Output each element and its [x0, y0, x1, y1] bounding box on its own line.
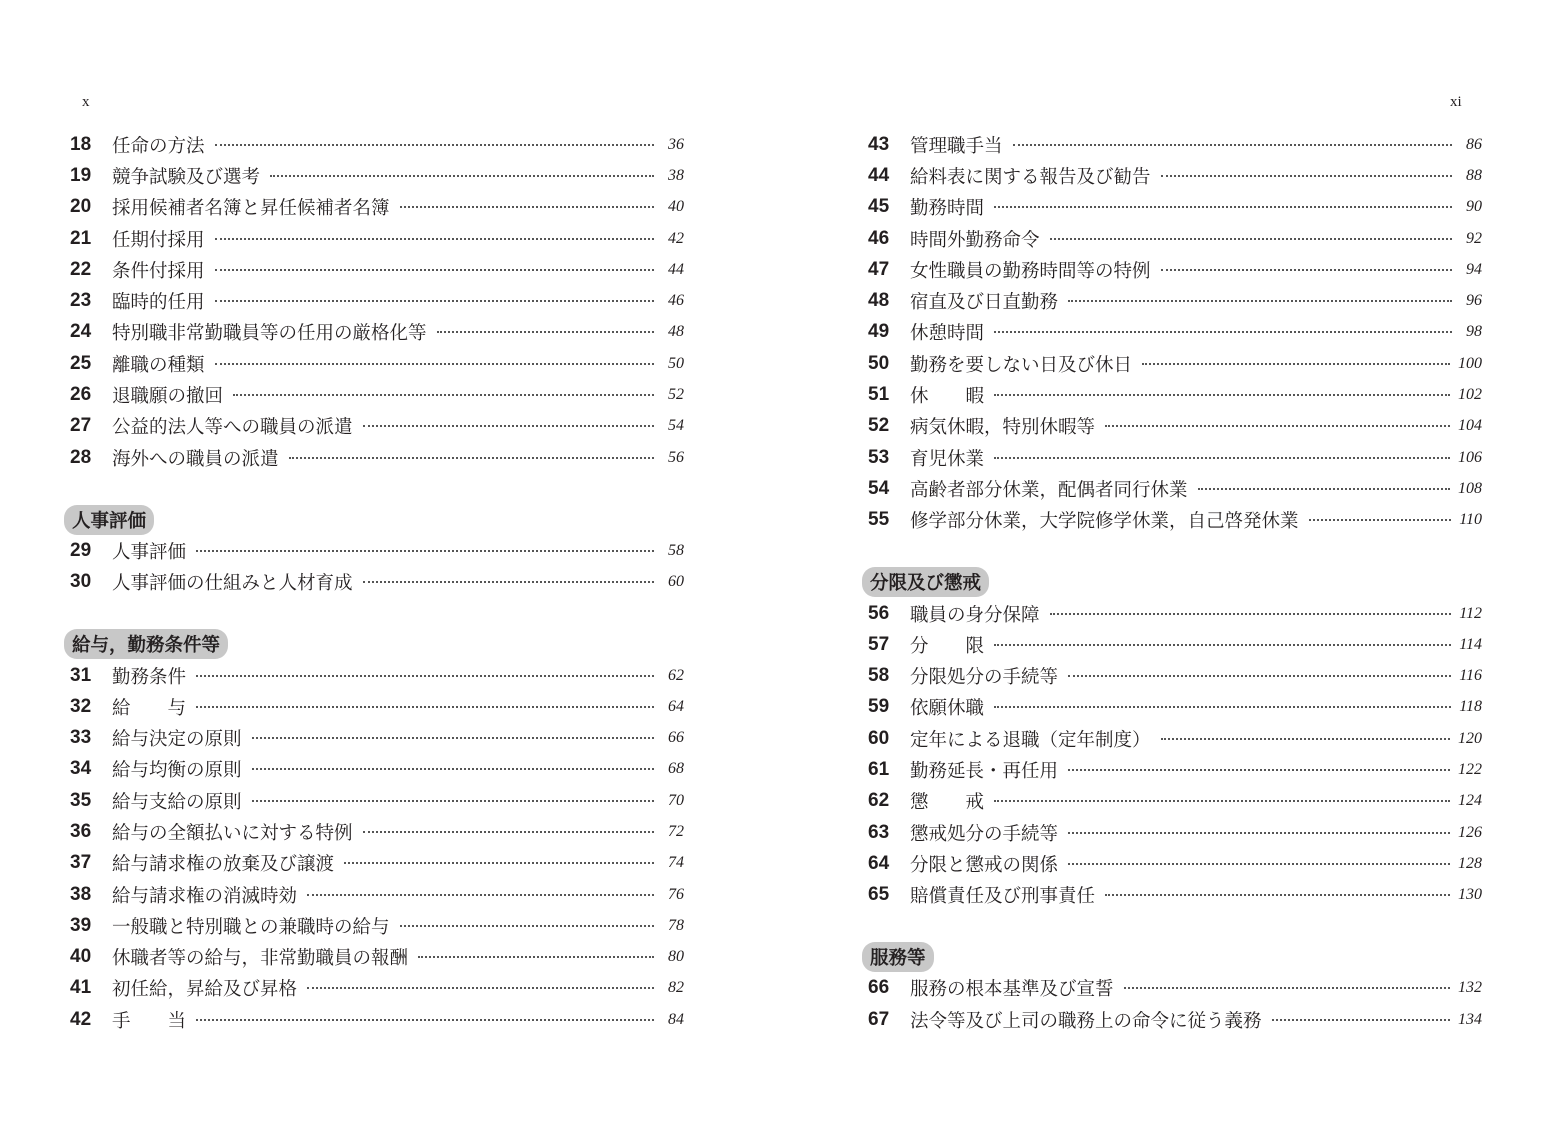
toc-entry-number: 19 [70, 164, 92, 186]
toc-entry-number: 31 [70, 664, 92, 686]
toc-entry-title: 人事評価 [112, 541, 187, 563]
toc-entry-title: 休憩時間 [910, 323, 985, 345]
toc-entry-number: 63 [868, 821, 890, 843]
dot-leader [1161, 175, 1452, 177]
toc-entry[interactable] [70, 754, 684, 785]
toc-entry-page: 120 [1458, 729, 1482, 747]
toc-entry-page: 96 [1466, 292, 1482, 310]
toc-entry-page: 126 [1458, 823, 1482, 841]
toc-entry-page: 94 [1466, 260, 1482, 278]
dot-leader [233, 394, 654, 396]
toc-entry-title: 時間外勤務命令 [910, 229, 1040, 251]
dot-leader [252, 737, 654, 739]
toc-entry-number: 43 [868, 133, 890, 155]
toc-entry-title: 勤務時間 [910, 198, 985, 220]
toc-entry-title: 特別職非常勤職員等の任用の厳格化等 [112, 323, 427, 345]
toc-entry[interactable] [868, 629, 1482, 660]
toc-entry-number: 59 [868, 696, 890, 718]
toc-block [70, 535, 690, 598]
toc-entry-number: 55 [868, 509, 890, 531]
toc-entry-page: 76 [668, 885, 684, 903]
toc-entry[interactable] [70, 254, 684, 285]
toc-entry[interactable] [70, 973, 684, 1004]
dot-leader [437, 331, 654, 333]
dot-leader [307, 987, 654, 989]
dot-leader [1198, 488, 1450, 490]
toc-entry[interactable] [70, 317, 684, 348]
toc-entry-page: 128 [1458, 854, 1482, 872]
toc-entry-number: 39 [70, 914, 92, 936]
toc-entry-title: 懲戒処分の手続等 [910, 823, 1059, 845]
toc-block [868, 129, 1488, 536]
toc-entry-page: 92 [1466, 229, 1482, 247]
toc-entry-number: 54 [868, 477, 890, 499]
toc-entry[interactable] [70, 910, 684, 941]
section-spacer [70, 473, 690, 504]
toc-entry-page: 40 [668, 198, 684, 216]
toc-entry-number: 64 [868, 852, 890, 874]
toc-entry-page: 70 [668, 791, 684, 809]
dot-leader [215, 238, 654, 240]
dot-leader [1124, 987, 1450, 989]
toc-entry-title: 宿直及び日直勤務 [910, 292, 1059, 314]
toc-entry-page: 124 [1458, 792, 1482, 810]
toc-entry-title: 給与支給の原則 [112, 791, 242, 813]
toc-entry-number: 37 [70, 852, 92, 874]
dot-leader [1068, 675, 1451, 677]
section-header-label: 分限及び懲戒 [862, 567, 989, 597]
toc-entry[interactable] [70, 129, 684, 160]
toc-entry-number: 30 [70, 571, 92, 593]
toc-entry-title: 管理職手当 [910, 135, 1003, 157]
toc-entry-title: 初任給，昇給及び昇格 [112, 979, 298, 1001]
toc-entry-number: 42 [70, 1008, 92, 1030]
toc-entry-page: 102 [1458, 386, 1482, 404]
dot-leader [1272, 1019, 1450, 1021]
toc-entry[interactable] [868, 660, 1482, 691]
toc-entry-page: 98 [1466, 323, 1482, 341]
toc-entry-number: 49 [868, 321, 890, 343]
toc-entry[interactable] [868, 317, 1482, 348]
toc-entry[interactable] [70, 442, 684, 473]
toc-entry[interactable] [70, 160, 684, 191]
toc-entry[interactable] [70, 848, 684, 879]
toc-entry-number: 35 [70, 789, 92, 811]
toc-entry-title: 退職願の撤回 [112, 386, 224, 408]
toc-entry-number: 51 [868, 384, 890, 406]
dot-leader [1068, 769, 1450, 771]
dot-leader [196, 706, 654, 708]
toc-entry-page: 46 [668, 292, 684, 310]
toc-entry-title: 任期付採用 [112, 229, 205, 251]
dot-leader [400, 206, 654, 208]
dot-leader [252, 768, 654, 770]
toc-entry-page: 118 [1459, 698, 1482, 716]
toc-entry[interactable] [70, 348, 684, 379]
toc-entry-number: 58 [868, 665, 890, 687]
toc-entry-page: 74 [668, 854, 684, 872]
toc-entry-page: 68 [668, 760, 684, 778]
dot-leader [289, 457, 654, 459]
toc-entry-title: 給与請求権の消滅時効 [112, 885, 298, 907]
dot-leader [1142, 363, 1450, 365]
toc-block [70, 129, 690, 473]
toc-entry-title: 給与請求権の放棄及び譲渡 [112, 854, 335, 876]
dot-leader [994, 206, 1452, 208]
toc-entry-title: 離職の種類 [112, 354, 205, 376]
dot-leader [1309, 519, 1452, 521]
section-spacer [868, 911, 1488, 942]
toc-entry-title: 手 当 [112, 1010, 187, 1032]
dot-leader [1068, 832, 1450, 834]
dot-leader [1013, 144, 1452, 146]
dot-leader [363, 581, 654, 583]
toc-entry-number: 23 [70, 290, 92, 312]
toc-entry-title: 給与均衡の原則 [112, 760, 242, 782]
toc-entry-number: 32 [70, 695, 92, 717]
toc-entry-page: 86 [1466, 135, 1482, 153]
section-header [868, 567, 1488, 598]
toc-entry-title: 分限と懲戒の関係 [910, 854, 1059, 876]
dot-leader [215, 300, 654, 302]
dot-leader [196, 675, 654, 677]
toc-entry[interactable] [868, 754, 1482, 785]
toc-entry[interactable] [868, 223, 1482, 254]
toc-entry[interactable] [868, 692, 1482, 723]
toc-entry[interactable] [70, 942, 684, 973]
toc-entry-page: 134 [1458, 1010, 1482, 1028]
toc-entry[interactable] [868, 817, 1482, 848]
dot-leader [363, 425, 654, 427]
dot-leader [994, 394, 1450, 396]
toc-entry-number: 56 [868, 602, 890, 624]
toc-entry-number: 36 [70, 820, 92, 842]
toc-entry-page: 66 [668, 729, 684, 747]
toc-entry-page: 130 [1458, 886, 1482, 904]
section-spacer [868, 536, 1488, 567]
toc-entry-title: 分限処分の手続等 [910, 667, 1059, 689]
dot-leader [363, 831, 654, 833]
toc-entry[interactable] [868, 160, 1482, 191]
toc-entry-number: 34 [70, 758, 92, 780]
toc-entry[interactable] [70, 879, 684, 910]
toc-entry[interactable] [868, 505, 1482, 536]
toc-entry[interactable] [70, 379, 684, 410]
toc-entry-title: 休職者等の給与，非常勤職員の報酬 [112, 948, 409, 970]
toc-entry-number: 53 [868, 446, 890, 468]
toc-entry-number: 40 [70, 946, 92, 968]
toc-entry[interactable] [70, 411, 684, 442]
dot-leader [270, 175, 654, 177]
toc-entry-page: 60 [668, 573, 684, 591]
toc-entry-title: 給料表に関する報告及び勧告 [910, 166, 1151, 188]
toc-entry-page: 82 [668, 979, 684, 997]
toc-entry-number: 21 [70, 227, 92, 249]
toc-entry[interactable] [70, 785, 684, 816]
toc-entry-page: 44 [668, 260, 684, 278]
section-header-label: 給与，勤務条件等 [64, 629, 228, 659]
toc-entry[interactable] [70, 535, 684, 566]
toc-entry-title: 海外への職員の派遣 [112, 448, 279, 470]
dot-leader [994, 644, 1451, 646]
toc-entry[interactable] [70, 192, 684, 223]
toc-entry-title: 分 限 [910, 635, 985, 657]
toc-entry-page: 114 [1459, 635, 1482, 653]
toc-column-right [868, 129, 1488, 1035]
toc-entry[interactable] [868, 129, 1482, 160]
toc-entry-page: 84 [668, 1010, 684, 1028]
page-number-left: x [82, 94, 90, 110]
toc-entry-number: 50 [868, 352, 890, 374]
toc-entry[interactable] [868, 880, 1482, 911]
toc-entry[interactable] [70, 722, 684, 753]
section-spacer [70, 598, 690, 629]
dot-leader [1068, 300, 1452, 302]
toc-entry-number: 27 [70, 415, 92, 437]
toc-entry-title: 給 与 [112, 697, 187, 719]
toc-entry-number: 18 [70, 133, 92, 155]
toc-entry-number: 62 [868, 790, 890, 812]
toc-entry-page: 132 [1458, 979, 1482, 997]
toc-entry[interactable] [868, 848, 1482, 879]
toc-entry-page: 36 [668, 135, 684, 153]
toc-entry[interactable] [868, 786, 1482, 817]
section-header [70, 629, 690, 660]
toc-entry-number: 46 [868, 227, 890, 249]
toc-entry-title: 条件付採用 [112, 260, 205, 282]
toc-entry-page: 78 [668, 916, 684, 934]
dot-leader [215, 363, 654, 365]
toc-entry-page: 100 [1458, 354, 1482, 372]
dot-leader [1105, 894, 1450, 896]
section-header-label: 服務等 [862, 942, 934, 972]
toc-block [70, 660, 690, 1036]
toc-entry-title: 法令等及び上司の職務上の命令に従う義務 [910, 1010, 1262, 1032]
dot-leader [215, 144, 654, 146]
toc-entry-number: 33 [70, 727, 92, 749]
dot-leader [1161, 269, 1452, 271]
toc-entry[interactable] [868, 192, 1482, 223]
toc-entry-number: 25 [70, 352, 92, 374]
toc-entry-page: 110 [1459, 511, 1482, 529]
toc-entry-number: 52 [868, 415, 890, 437]
toc-column-left [70, 129, 690, 1035]
toc-entry-page: 56 [668, 448, 684, 466]
toc-entry-page: 104 [1458, 417, 1482, 435]
toc-entry-title: 賠償責任及び刑事責任 [910, 886, 1096, 908]
toc-entry-page: 72 [668, 822, 684, 840]
toc-entry-number: 47 [868, 258, 890, 280]
toc-entry-title: 勤務条件 [112, 666, 187, 688]
toc-entry-page: 50 [668, 354, 684, 372]
dot-leader [1161, 738, 1450, 740]
dot-leader [252, 800, 654, 802]
dot-leader [994, 800, 1450, 802]
toc-entry-title: 公益的法人等への職員の派遣 [112, 417, 353, 439]
toc-entry-page: 88 [1466, 166, 1482, 184]
section-header [868, 942, 1488, 973]
toc-entry-number: 48 [868, 290, 890, 312]
toc-entry-number: 29 [70, 539, 92, 561]
toc-entry[interactable] [868, 1004, 1482, 1035]
toc-entry-title: 職員の身分保障 [910, 604, 1040, 626]
dot-leader [196, 550, 654, 552]
toc-entry-page: 58 [668, 541, 684, 559]
dot-leader [418, 956, 654, 958]
toc-entry-number: 20 [70, 196, 92, 218]
toc-entry[interactable] [70, 1004, 684, 1035]
toc-entry-number: 24 [70, 321, 92, 343]
toc-entry[interactable] [70, 816, 684, 847]
toc-block [868, 973, 1488, 1036]
toc-entry-page: 48 [668, 323, 684, 341]
toc-entry-number: 38 [70, 883, 92, 905]
section-header-label: 人事評価 [64, 505, 154, 535]
toc-entry[interactable] [868, 411, 1482, 442]
toc-entry-page: 122 [1458, 760, 1482, 778]
toc-entry-title: 定年による退職（定年制度） [910, 729, 1151, 751]
toc-entry-number: 28 [70, 446, 92, 468]
toc-entry-title: 勤務を要しない日及び休日 [910, 354, 1133, 376]
toc-entry-number: 66 [868, 977, 890, 999]
toc-entry-number: 67 [868, 1008, 890, 1030]
toc-entry[interactable] [70, 660, 684, 691]
toc-entry-page: 108 [1458, 479, 1482, 497]
dot-leader [307, 894, 654, 896]
toc-entry[interactable] [868, 973, 1482, 1004]
toc-entry-number: 44 [868, 164, 890, 186]
dot-leader [1050, 613, 1452, 615]
dot-leader [215, 269, 654, 271]
toc-entry-page: 106 [1458, 448, 1482, 466]
toc-entry-title: 修学部分休業，大学院修学休業，自己啓発休業 [910, 511, 1299, 533]
toc-entry-page: 62 [668, 666, 684, 684]
toc-entry-title: 任命の方法 [112, 135, 205, 157]
toc-entry-title: 懲 戒 [910, 792, 985, 814]
toc-entry[interactable] [868, 285, 1482, 316]
toc-entry[interactable] [70, 567, 684, 598]
toc-entry-title: 女性職員の勤務時間等の特例 [910, 260, 1151, 282]
dot-leader [1105, 425, 1450, 427]
toc-entry-page: 116 [1459, 667, 1482, 685]
toc-entry-title: 一般職と特別職との兼職時の給与 [112, 916, 390, 938]
toc-entry-page: 42 [668, 229, 684, 247]
toc-entry[interactable] [70, 691, 684, 722]
toc-entry-title: 採用候補者名簿と昇任候補者名簿 [112, 198, 390, 220]
toc-entry-title: 給与決定の原則 [112, 729, 242, 751]
toc-entry[interactable] [868, 473, 1482, 504]
toc-entry[interactable] [868, 723, 1482, 754]
toc-entry-page: 80 [668, 948, 684, 966]
toc-block [868, 598, 1488, 911]
toc-entry-page: 112 [1459, 604, 1482, 622]
toc-entry-title: 服務の根本基準及び宣誓 [910, 979, 1114, 1001]
toc-entry-number: 61 [868, 758, 890, 780]
toc-entry-page: 52 [668, 386, 684, 404]
toc-entry[interactable] [70, 285, 684, 316]
dot-leader [1050, 238, 1452, 240]
toc-entry[interactable] [70, 223, 684, 254]
toc-entry-title: 競争試験及び選考 [112, 166, 261, 188]
toc-entry[interactable] [868, 598, 1482, 629]
toc-entry-page: 54 [668, 417, 684, 435]
dot-leader [1068, 863, 1450, 865]
toc-entry-title: 育児休業 [910, 448, 985, 470]
toc-entry-page: 64 [668, 697, 684, 715]
toc-entry-title: 人事評価の仕組みと人材育成 [112, 573, 353, 595]
toc-entry-number: 57 [868, 633, 890, 655]
toc-entry-number: 65 [868, 884, 890, 906]
toc-entry-title: 給与の全額払いに対する特例 [112, 822, 353, 844]
toc-entry-page: 90 [1466, 198, 1482, 216]
toc-entry[interactable] [868, 254, 1482, 285]
dot-leader [400, 925, 654, 927]
toc-entry-number: 22 [70, 258, 92, 280]
toc-entry-number: 60 [868, 727, 890, 749]
dot-leader [994, 457, 1450, 459]
toc-entry-number: 26 [70, 384, 92, 406]
dot-leader [196, 1019, 654, 1021]
section-header [70, 504, 690, 535]
toc-entry[interactable] [868, 379, 1482, 410]
toc-entry[interactable] [868, 442, 1482, 473]
toc-entry-title: 臨時的任用 [112, 292, 205, 314]
toc-entry-title: 依願休職 [910, 698, 985, 720]
toc-entry-title: 休 暇 [910, 386, 985, 408]
toc-entry-title: 病気休暇，特別休暇等 [910, 417, 1096, 439]
dot-leader [994, 331, 1452, 333]
toc-entry-number: 45 [868, 196, 890, 218]
toc-entry[interactable] [868, 348, 1482, 379]
dot-leader [344, 862, 654, 864]
toc-entry-page: 38 [668, 166, 684, 184]
toc-entry-number: 41 [70, 977, 92, 999]
dot-leader [994, 706, 1451, 708]
toc-entry-title: 高齢者部分休業，配偶者同行休業 [910, 479, 1188, 501]
toc-entry-title: 勤務延長・再任用 [910, 760, 1059, 782]
page-number-right: xi [1450, 94, 1462, 110]
